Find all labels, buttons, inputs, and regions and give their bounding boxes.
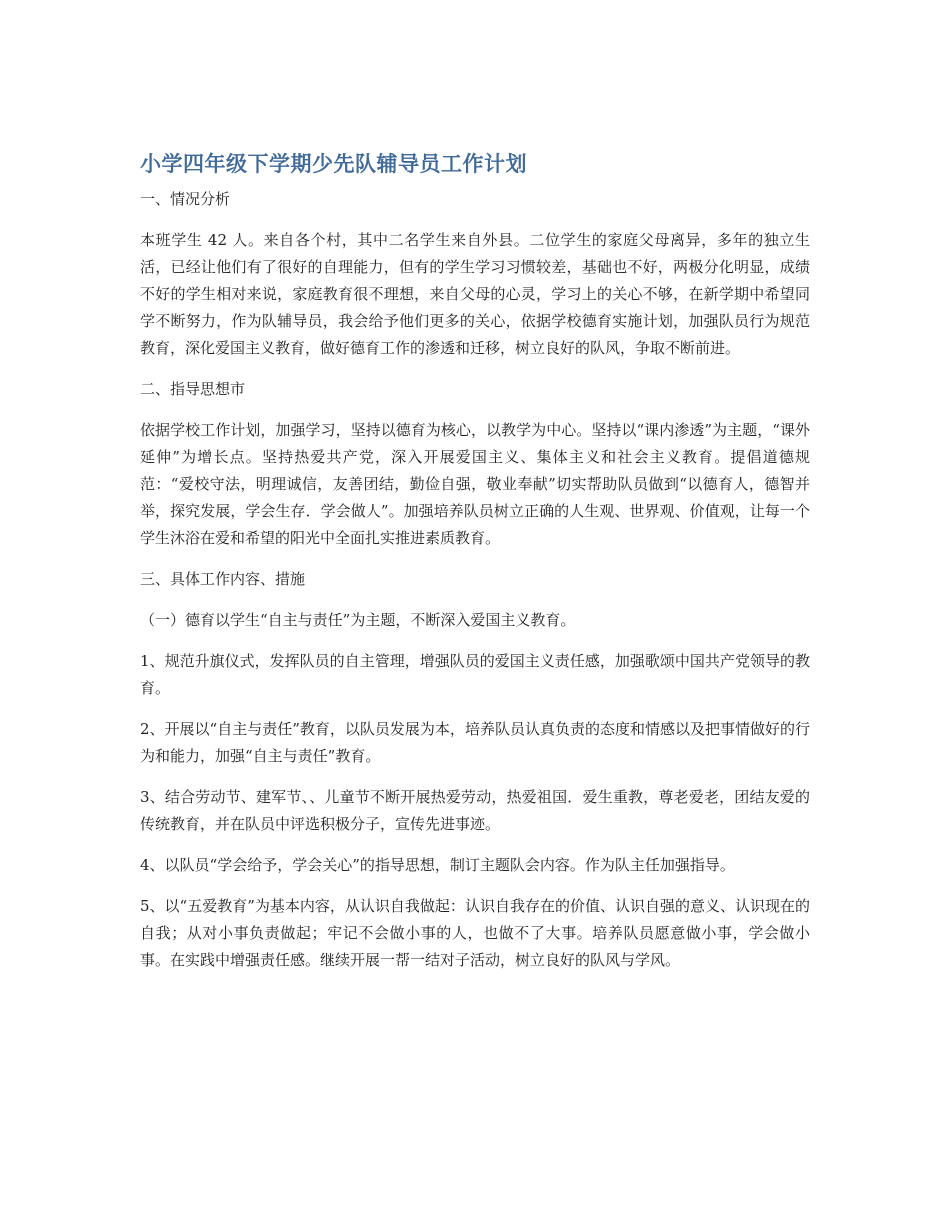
document-body — [140, 148, 810, 988]
list-item: 3、结合劳动节、建军节、、儿童节不断开展热爱劳动，热爱祖国．爱生重教，尊老爱老，团结友爱的传统教育，并在队员中评选积极分子，宣传先进事迹。 — [140, 788, 810, 833]
list-item: 4、以队员“学会给予，学会关心”的指导思想，制订主题队会内容。作为队主任加强指导。 — [140, 856, 735, 874]
list-item: 2、开展以“自主与责任”教育，以队员发展为本，培养队员认真负责的态度和情感以及把事情做好的行为和能力，加强“自主与责任”教育。 — [140, 720, 810, 765]
section-heading: 二、指导思想市 — [140, 380, 246, 398]
list-item: 1、规范升旗仪式，发挥队员的自主管理，增强队员的爱国主义责任感，加强歌颂中国共产党领导的教育。 — [140, 652, 810, 697]
section-heading: 三、具体工作内容、措施 — [140, 570, 306, 588]
document-title: 小学四年级下学期少先队辅导员工作计划 — [140, 152, 527, 176]
section-heading: 一、情况分析 — [140, 190, 231, 208]
paragraph: 本班学生 42 人。来自各个村，其中二名学生来自外县。二位学生的家庭父母离异，多年的独立生活，已经让他们有了很好的自理能力，但有的学生学习习惯较差，基础也不好，两极分化明显，成绩不好的学生相对来说，家庭教育很不理想，来自父母的心灵，学习上的关心不够，在新学期中希望同学不断努力，作为队辅导员，我会给予他们更多的关心，依据学校德育实施计划，加强队员行为规范教育，深化爱国主义教育，做好德育工作的渗透和迁移，树立良好的队风，争取不断前进。 — [140, 231, 810, 357]
list-item: 5、以“五爱教育”为基本内容，从认识自我做起：认识自我存在的价值、认识自强的意义、认识现在的自我；从对小事负责做起；牢记不会做小事的人，也做不了大事。培养队员愿意做小事，学会做小事。在实践中增强责任感。继续开展一帮一结对子活动，树立良好的队风与学风。 — [140, 897, 810, 969]
paragraph: 依据学校工作计划，加强学习，坚持以德育为核心，以教学为中心。坚持以“课内渗透”为主题，“课外延伸”为增长点。坚持热爱共产党，深入开展爱国主义、集体主义和社会主义教育。提倡道德规范：“爱校守法，明理诚信，友善团结，勤俭自强，敬业奉献”切实帮助队员做到“以德育人，德智并举，探究发展，学会生存．学会做人”。加强培养队员树立正确的人生观、世界观、价值观，让每一个学生沐浴在爱和希望的阳光中全面扎实推进素质教育。 — [140, 421, 810, 547]
subsection-heading: （一）德育以学生“自主与责任”为主题，不断深入爱国主义教育。 — [140, 611, 576, 629]
